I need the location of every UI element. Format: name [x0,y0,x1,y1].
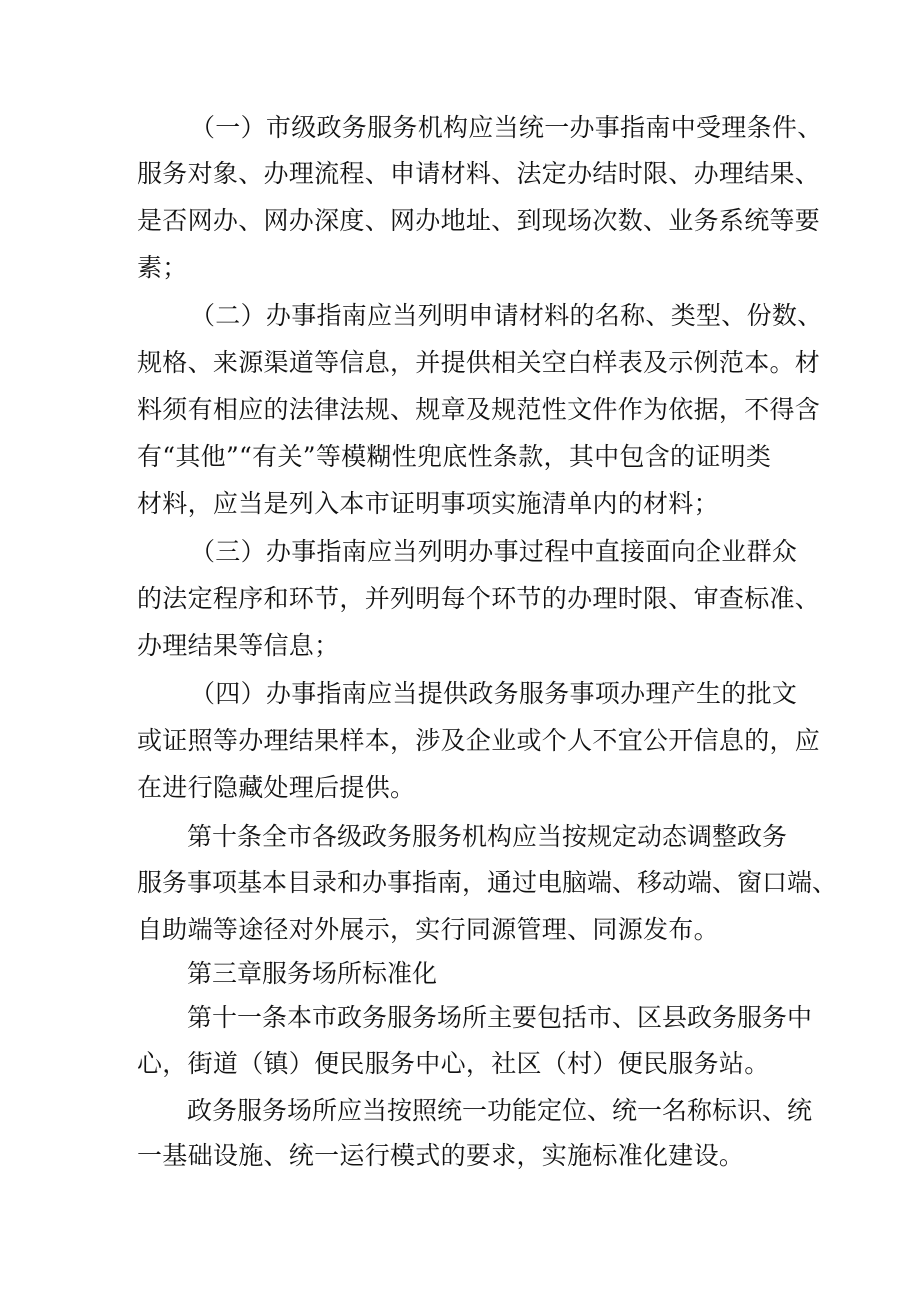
text-line: 第十条全市各级政务服务机构应当按规定动态调整政务 [187,822,788,851]
text-line: 自助端等途径对外展示，实行同源管理、同源发布。 [137,915,719,944]
text-line: 规格、来源渠道等信息，并提供相关空白样表及示例范本。材 [137,348,821,377]
text-line: 一基础设施、统一运行模式的要求，实施标准化建设。 [137,1141,745,1170]
text-line: 服务事项基本目录和办事指南，通过电脑端、移动端、窗口端、 [137,868,838,897]
text-line: 在进行隐藏处理后提供。 [137,773,416,802]
text-line: 服务对象、办理流程、申请材料、法定办结时限、办理结果、 [137,159,821,188]
text-line: 素； [137,253,188,282]
text-line: （四）办事指南应当提供政务服务事项办理产生的批文 [190,679,798,708]
text-line: （三）办事指南应当列明办事过程中直接面向企业群众 [190,537,798,566]
text-line: 办理结果等信息； [137,631,340,660]
text-line: 政务服务场所应当按照统一功能定位、统一名称标识、统 [187,1096,813,1125]
text-line: 料须有相应的法律法规、规章及规范性文件作为依据，不得含 [137,395,821,424]
text-line: 有“其他”“有关”等模糊性兜底性条款，其中包含的证明类 [137,442,772,471]
text-line: （二）办事指南应当列明申请材料的名称、类型、份数、 [190,301,823,330]
section-heading: 第三章服务场所标准化 [187,959,438,988]
text-line: （一）市级政务服务机构应当统一办事指南中受理条件、 [190,113,823,142]
text-line: 第十一条本市政务服务场所主要包括市、区县政务服务中 [187,1003,813,1032]
text-line: 或证照等办理结果样本，涉及企业或个人不宜公开信息的，应 [137,726,821,755]
text-line: 是否网办、网办深度、网办地址、到现场次数、业务系统等要 [137,206,821,235]
text-line: 材料，应当是列入本市证明事项实施清单内的材料； [137,489,719,518]
text-line: 心，街道（镇）便民服务中心，社区（村）便民服务站。 [137,1049,770,1078]
text-line: 的法定程序和环节，并列明每个环节的办理时限、审查标准、 [137,584,821,613]
